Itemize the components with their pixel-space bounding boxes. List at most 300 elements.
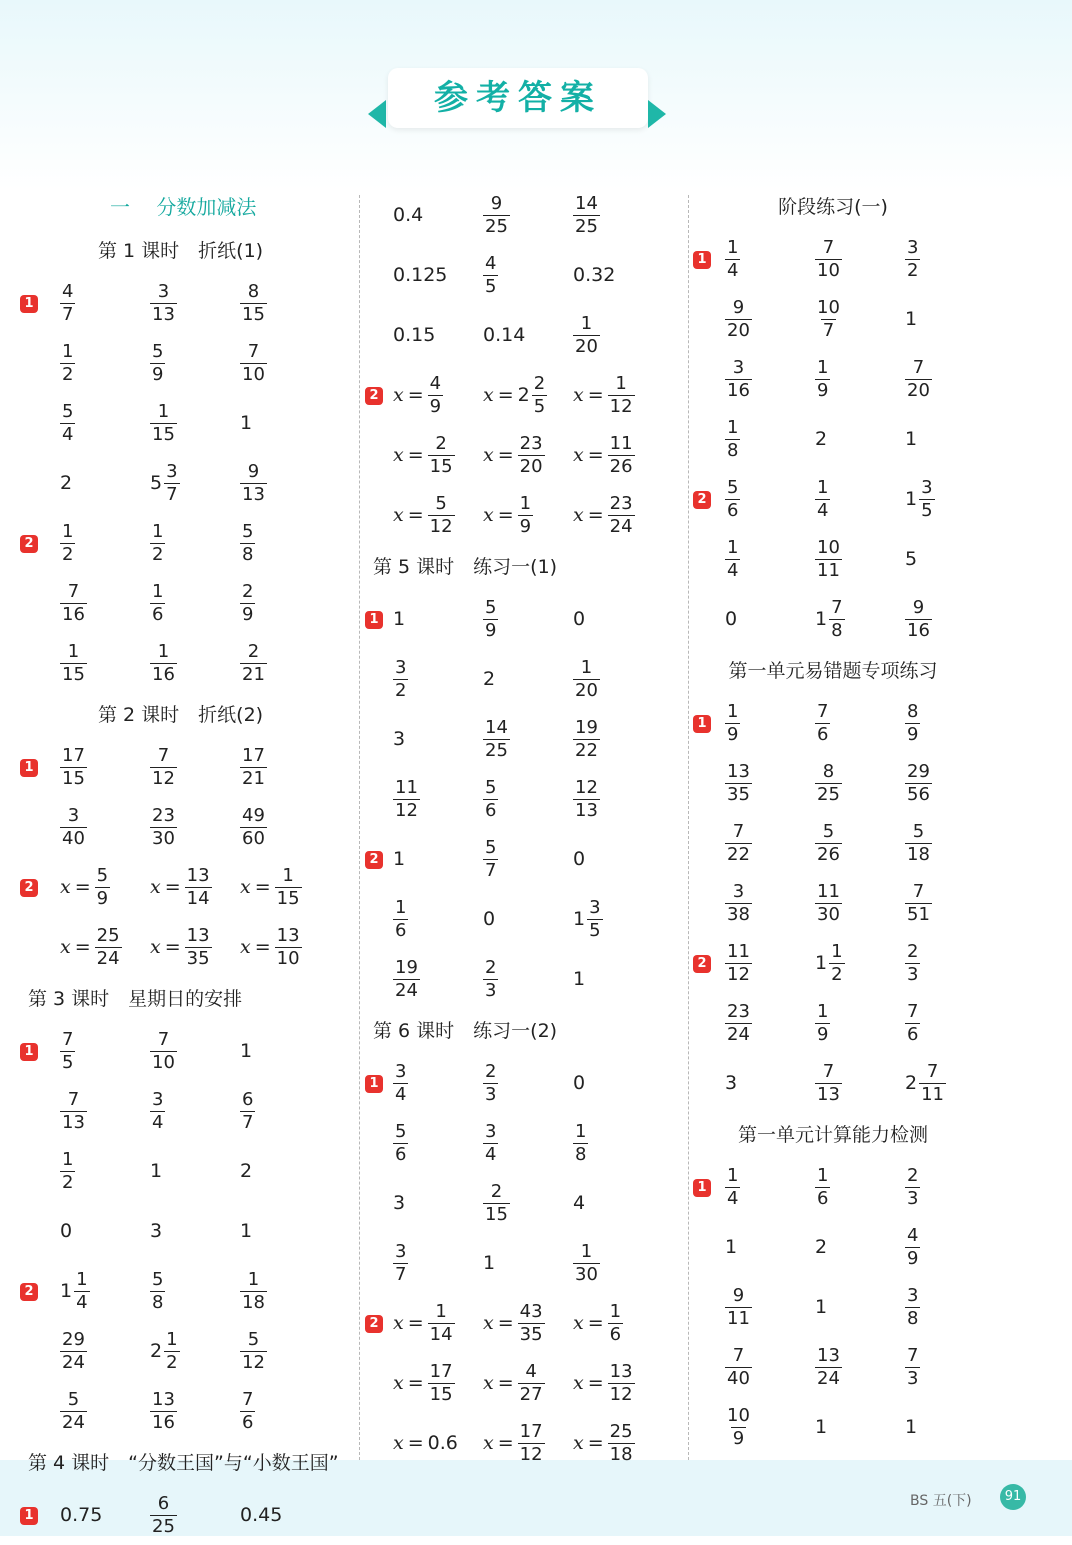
answer-cell [393, 1293, 455, 1353]
fraction [240, 805, 267, 850]
denominator: 40 [62, 827, 85, 849]
answer-cell [150, 513, 165, 573]
question-number-badge: 2 [365, 1315, 383, 1333]
numerator: 1 [166, 1328, 178, 1350]
numerator: 3 [907, 236, 919, 258]
answer-cell [60, 917, 122, 977]
section-heading: 第 2 课时 折纸(2) [98, 704, 264, 726]
numerator: 10 [817, 296, 840, 318]
answer-cell [483, 949, 498, 1009]
answer-cell [240, 1381, 255, 1441]
answer-cell [905, 1397, 917, 1457]
numerator: 9 [732, 1284, 745, 1306]
answer-cell [573, 769, 600, 829]
answer-row [365, 1233, 685, 1293]
denominator: 35 [186, 947, 210, 969]
fraction [150, 1493, 177, 1538]
fraction [60, 641, 87, 686]
answer-column-3 [693, 185, 993, 1457]
numerator: 3 [395, 656, 407, 678]
answer-cell [725, 409, 740, 469]
fraction [60, 1089, 87, 1134]
denominator: 18 [609, 1443, 633, 1465]
answer-cell [573, 649, 600, 709]
answer-cell [150, 333, 165, 393]
answer-cell [483, 829, 498, 889]
fraction [905, 701, 920, 746]
fraction [815, 477, 830, 522]
answer-cell [905, 753, 932, 813]
answer-cell [905, 469, 935, 529]
equals-sign: = [254, 936, 271, 958]
answer-cell [905, 1053, 946, 1113]
answer-cell [815, 873, 842, 933]
denominator: 7 [485, 859, 497, 881]
question-number-badge: 2 [20, 879, 38, 897]
numerator: 1 [62, 340, 74, 362]
answer-cell [573, 245, 615, 305]
variable-x: x [393, 1312, 404, 1334]
fraction [60, 521, 75, 566]
numerator: 5 [395, 1120, 407, 1142]
answer-cell [573, 1353, 635, 1413]
numerator: 13 [817, 1344, 840, 1366]
denominator: 12 [152, 767, 175, 789]
answer-row [365, 1353, 685, 1413]
fraction [393, 777, 420, 822]
answer-row [365, 829, 685, 889]
answer-cell [815, 1277, 827, 1337]
equals-sign: = [407, 1312, 424, 1334]
denominator: 4 [817, 499, 829, 521]
value-text: 1 [393, 608, 406, 630]
fraction [483, 1121, 498, 1166]
denominator: 7 [395, 1263, 407, 1285]
denominator: 24 [817, 1367, 840, 1389]
answer-cell [725, 529, 740, 589]
denominator: 5 [921, 499, 933, 521]
denominator: 3 [907, 1367, 919, 1389]
numerator: 25 [96, 924, 120, 946]
answer-cell [150, 737, 177, 797]
variable-x: x [60, 936, 71, 958]
numerator: 1 [727, 700, 739, 722]
equals-sign: = [407, 384, 424, 406]
section-heading: 阶段练习(一) [778, 196, 888, 218]
numerator: 5 [242, 520, 254, 542]
numerator: 1 [727, 236, 739, 258]
answer-row [20, 1321, 360, 1381]
denominator: 9 [429, 395, 442, 417]
denominator: 12 [429, 515, 453, 537]
numerator: 1 [580, 656, 593, 678]
fraction [815, 701, 830, 746]
value-text: 0.45 [240, 1504, 283, 1526]
fraction [725, 237, 740, 282]
numerator: 7 [67, 580, 80, 602]
fraction [829, 597, 844, 642]
page-title: 参考答案 [388, 68, 648, 128]
answer-column-1 [20, 185, 360, 1545]
value-text: 0.125 [393, 264, 448, 286]
answer-cell [240, 453, 267, 513]
answer-row [20, 797, 360, 857]
numerator: 11 [609, 432, 633, 454]
answer-cell [150, 917, 212, 977]
answer-cell [905, 229, 920, 289]
fraction [150, 581, 165, 626]
answer-cell [150, 393, 177, 453]
question-number-badge: 2 [693, 491, 711, 509]
answer-row [365, 1113, 685, 1173]
fraction [483, 957, 498, 1002]
fraction [919, 1061, 946, 1106]
fraction [240, 1329, 267, 1374]
answer-cell [573, 829, 585, 889]
answer-cell [725, 1397, 752, 1457]
denominator: 26 [609, 455, 633, 477]
answer-cell [60, 1381, 87, 1441]
denominator: 25 [485, 739, 508, 761]
equals-sign: = [407, 504, 424, 526]
fraction [905, 821, 932, 866]
denominator: 3 [485, 1083, 497, 1105]
question-number-badge: 1 [20, 759, 38, 777]
answer-row [20, 1381, 360, 1441]
section-heading: 第 5 课时 练习一(1) [373, 556, 558, 578]
denominator: 25 [152, 1515, 175, 1537]
fraction [74, 1269, 89, 1314]
numerator: 6 [242, 1088, 254, 1110]
fraction [905, 1001, 920, 1046]
fraction [518, 1421, 545, 1466]
answer-cell [393, 485, 455, 545]
answer-cell [815, 933, 845, 993]
numerator: 17 [429, 1360, 453, 1382]
denominator: 6 [907, 1023, 919, 1045]
fraction [573, 313, 600, 358]
fraction [829, 941, 844, 986]
denominator: 8 [575, 1143, 587, 1165]
answer-cell [815, 693, 830, 753]
equals-sign: = [587, 384, 604, 406]
answer-cell [905, 1277, 920, 1337]
denominator: 4 [727, 259, 739, 281]
answer-row [20, 917, 360, 977]
answer-cell [573, 365, 635, 425]
answer-row [693, 1277, 993, 1337]
value-text: 0 [60, 1220, 73, 1242]
denominator: 9 [519, 515, 532, 537]
value-text: 1 [905, 308, 918, 330]
numerator: 23 [727, 1000, 750, 1022]
answer-row [365, 1413, 685, 1473]
answer-row [20, 513, 360, 573]
banner-left-ornament [368, 100, 386, 128]
fraction [725, 1165, 740, 1210]
numerator: 5 [485, 836, 497, 858]
fraction [725, 881, 752, 926]
answer-cell [393, 425, 455, 485]
denominator: 35 [727, 783, 750, 805]
answer-cell [815, 813, 842, 873]
denominator: 8 [727, 439, 739, 461]
numerator: 3 [395, 1240, 407, 1262]
answer-cell [573, 485, 635, 545]
numerator: 9 [912, 596, 925, 618]
fraction [905, 941, 920, 986]
answer-cell [573, 1413, 635, 1473]
answer-cell [150, 573, 165, 633]
fraction [150, 401, 177, 446]
answer-cell [815, 229, 842, 289]
fraction [60, 1389, 87, 1434]
variable-x: x [240, 876, 251, 898]
fraction [725, 1001, 752, 1046]
denominator: 14 [429, 1323, 453, 1345]
denominator: 2 [62, 1171, 74, 1193]
value-text: 1 [240, 1220, 253, 1242]
answer-cell [240, 633, 267, 693]
answer-row [693, 873, 993, 933]
fraction [60, 581, 87, 626]
fraction [905, 1285, 920, 1330]
fraction [150, 641, 177, 686]
fraction [483, 837, 498, 882]
value-text: 1 [815, 1296, 828, 1318]
value-text: 0.14 [483, 324, 526, 346]
answer-row [693, 349, 993, 409]
fraction [150, 1389, 177, 1434]
fraction [150, 805, 177, 850]
denominator: 7 [242, 1111, 254, 1133]
variable-x: x [573, 504, 584, 526]
denominator: 4 [62, 423, 74, 445]
variable-x: x [573, 1432, 584, 1454]
answer-cell [905, 1157, 920, 1217]
fraction [608, 493, 635, 538]
numerator: 3 [152, 1088, 164, 1110]
denominator: 2 [152, 543, 164, 565]
denominator: 10 [242, 363, 265, 385]
numerator: 2 [435, 432, 447, 454]
fraction [393, 1241, 408, 1286]
answer-cell [815, 1053, 842, 1113]
numerator: 1 [395, 896, 407, 918]
fraction [483, 777, 498, 822]
answer-cell [483, 889, 495, 949]
answer-row [693, 993, 993, 1053]
denominator: 3 [907, 963, 919, 985]
numerator: 1 [727, 536, 739, 558]
numerator: 11 [395, 776, 418, 798]
fraction [240, 341, 267, 386]
numerator: 7 [907, 1000, 919, 1022]
column-divider-2 [688, 195, 689, 1460]
answer-cell [240, 1141, 252, 1201]
value-text: 1 [905, 428, 918, 450]
fraction [573, 1241, 600, 1286]
answer-cell [573, 709, 600, 769]
denominator: 14 [186, 887, 210, 909]
value-text: 0 [573, 1072, 586, 1094]
answer-cell [393, 305, 435, 365]
answer-cell [725, 753, 752, 813]
numerator: 5 [152, 340, 164, 362]
answer-row [365, 485, 685, 545]
answer-cell [483, 1353, 545, 1413]
numerator: 7 [242, 1388, 254, 1410]
numerator: 1 [615, 372, 627, 394]
value-text: 3 [150, 1220, 163, 1242]
variable-x: x [573, 1372, 584, 1394]
denominator: 15 [276, 887, 300, 909]
numerator: 2 [907, 940, 919, 962]
value-text: 1 [725, 1236, 738, 1258]
answer-cell [573, 1173, 585, 1233]
numerator: 13 [276, 924, 300, 946]
answer-cell [60, 857, 110, 917]
answer-cell [483, 1233, 495, 1293]
answer-cell [483, 1173, 510, 1233]
numerator: 3 [485, 1120, 497, 1142]
denominator: 10 [276, 947, 300, 969]
question-number-badge: 2 [693, 955, 711, 973]
denominator: 16 [152, 663, 175, 685]
answer-row [693, 813, 993, 873]
equals-sign: = [497, 1432, 514, 1454]
denominator: 4 [485, 1143, 497, 1165]
denominator: 9 [817, 379, 829, 401]
denominator: 22 [727, 843, 750, 865]
fraction [573, 717, 600, 762]
denominator: 5 [589, 919, 601, 941]
answer-cell [483, 245, 498, 305]
fraction [725, 477, 740, 522]
fraction [275, 865, 302, 910]
numerator: 4 [485, 252, 497, 274]
answer-cell [60, 737, 87, 797]
fraction [60, 1149, 75, 1194]
answer-cell [815, 589, 845, 649]
question-number-badge: 1 [693, 251, 711, 269]
fraction [240, 581, 255, 626]
answer-cell [483, 305, 525, 365]
answer-cell [815, 469, 830, 529]
numerator: 1 [817, 1164, 829, 1186]
fraction [150, 281, 177, 326]
variable-x: x [483, 1372, 494, 1394]
answer-cell [905, 349, 932, 409]
answer-cell [905, 409, 917, 469]
equals-sign: = [74, 936, 91, 958]
answer-row [20, 737, 360, 797]
denominator: 30 [817, 903, 840, 925]
denominator: 13 [575, 799, 598, 821]
equals-sign: = [254, 876, 271, 898]
fraction [240, 641, 267, 686]
answer-cell [483, 1293, 545, 1353]
answer-cell [60, 573, 87, 633]
variable-x: x [240, 936, 251, 958]
answer-row [693, 1217, 993, 1277]
answer-cell [483, 185, 510, 245]
numerator: 1 [580, 1240, 593, 1262]
equals-sign: = [497, 504, 514, 526]
variable-x: x [393, 1372, 404, 1394]
equals-sign: = [497, 1312, 514, 1334]
fraction [725, 357, 752, 402]
numerator: 7 [831, 596, 843, 618]
denominator: 25 [817, 783, 840, 805]
fraction [393, 1061, 408, 1106]
fraction [815, 357, 830, 402]
question-number-badge: 1 [20, 1043, 38, 1061]
fraction [240, 521, 255, 566]
answer-cell [240, 857, 302, 917]
answer-cell [815, 1217, 827, 1277]
answer-cell [150, 1201, 162, 1261]
answer-cell [240, 513, 255, 573]
numerator: 7 [247, 340, 260, 362]
equals-sign: = [587, 1372, 604, 1394]
numerator: 4 [525, 1360, 537, 1382]
variable-x: x [573, 444, 584, 466]
numerator: 5 [247, 1328, 260, 1350]
numerator: 4 [62, 280, 74, 302]
answer-cell [483, 1413, 545, 1473]
numerator: 5 [435, 492, 447, 514]
denominator: 25 [575, 215, 598, 237]
value-text: 0.15 [393, 324, 436, 346]
fraction [725, 941, 752, 986]
numerator: 4 [429, 372, 442, 394]
numerator: 5 [485, 596, 497, 618]
fraction [483, 1061, 498, 1106]
answer-cell [60, 273, 75, 333]
fraction [60, 1029, 75, 1074]
equals-sign: = [74, 876, 91, 898]
denominator: 20 [907, 379, 930, 401]
denominator: 5 [533, 395, 546, 417]
value-text: 1 [815, 1416, 828, 1438]
question-number-badge: 2 [20, 1283, 38, 1301]
fraction [905, 597, 932, 642]
numerator: 17 [62, 744, 85, 766]
denominator: 7 [166, 483, 178, 505]
fraction [240, 461, 267, 506]
answer-cell [393, 889, 408, 949]
numerator: 7 [157, 1028, 170, 1050]
answer-cell [393, 709, 405, 769]
answer-cell [60, 333, 75, 393]
numerator: 2 [490, 1180, 503, 1202]
answer-cell [393, 1173, 405, 1233]
denominator: 15 [242, 303, 265, 325]
question-number-badge: 2 [20, 535, 38, 553]
value-text: 0 [573, 608, 586, 630]
denominator: 26 [817, 843, 840, 865]
value-text: 2 [483, 668, 496, 690]
question-number-badge: 1 [693, 1179, 711, 1197]
fraction [815, 1061, 842, 1106]
fraction [725, 1345, 752, 1390]
numerator: 13 [186, 924, 210, 946]
whole-part: 1 [815, 952, 828, 974]
denominator: 8 [242, 543, 254, 565]
answer-cell [150, 1485, 177, 1545]
answer-cell [240, 1321, 267, 1381]
